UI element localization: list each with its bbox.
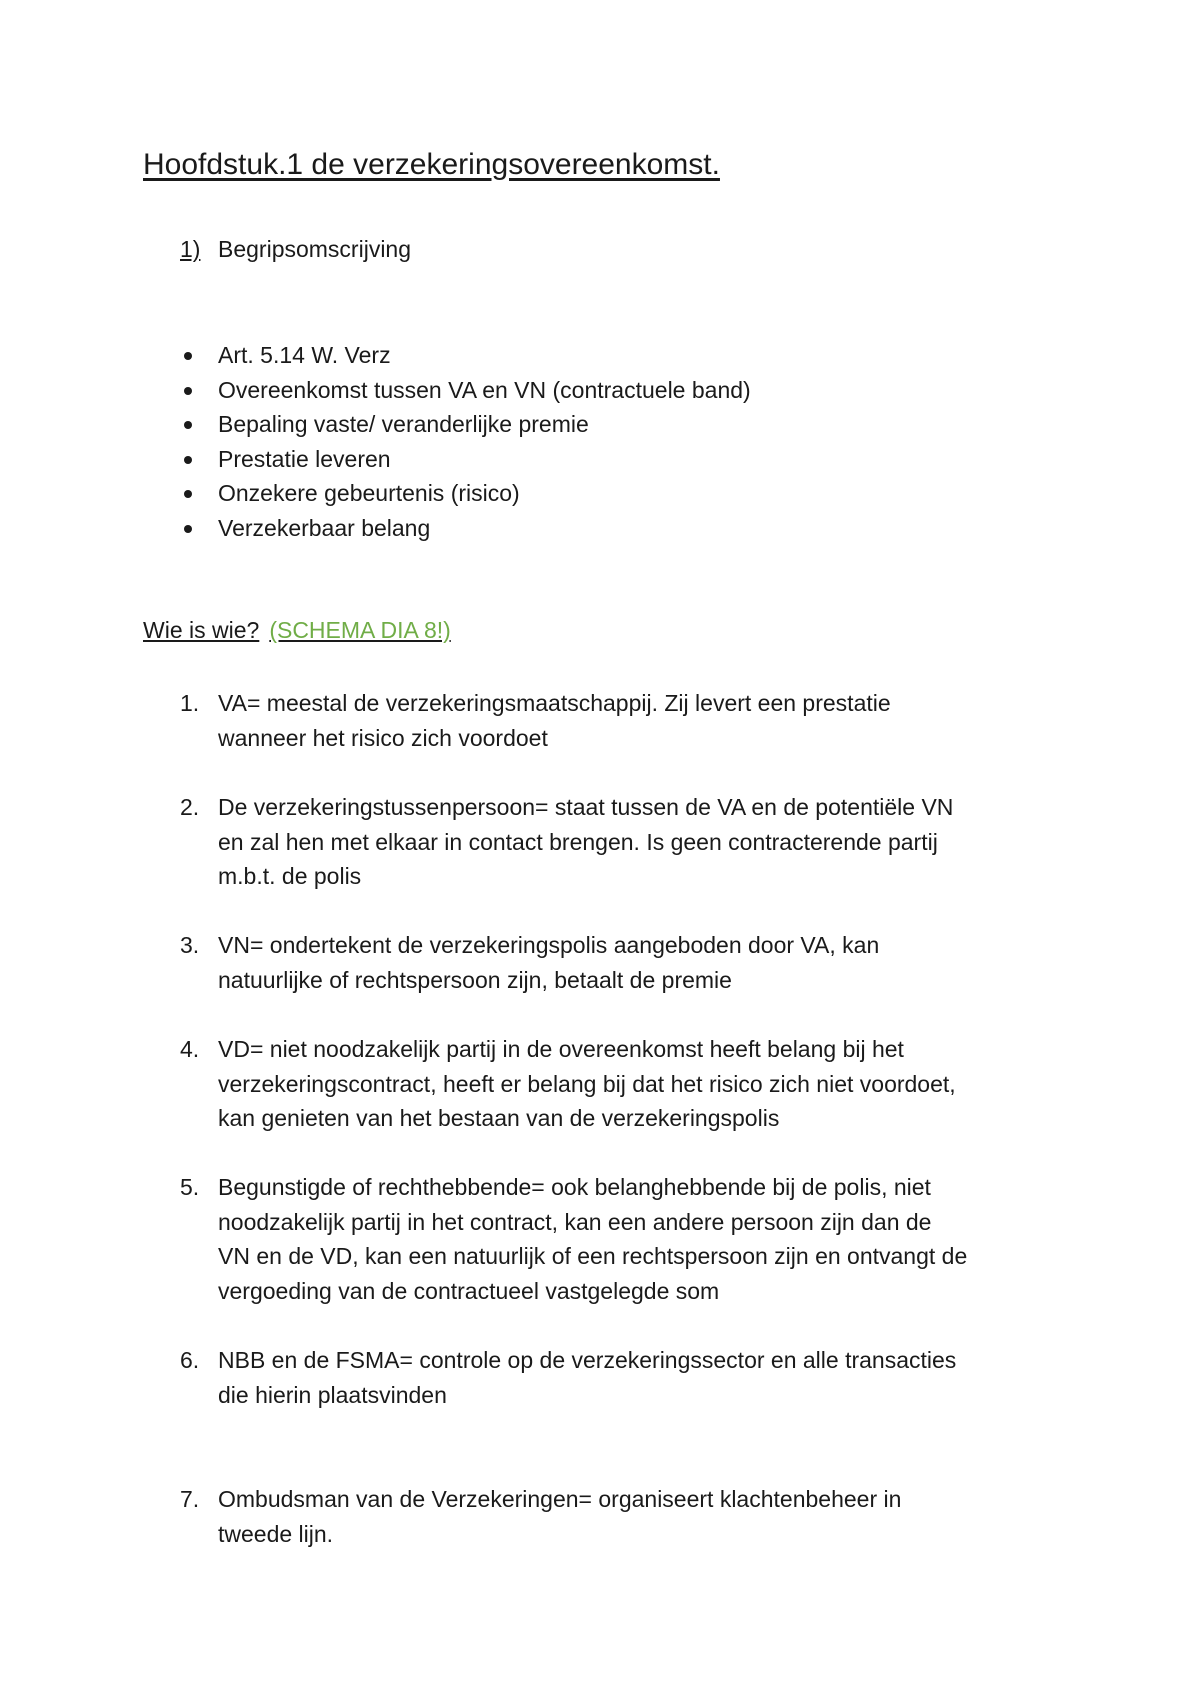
numbered-item-6 <box>180 1343 1080 1412</box>
numbered-item-4 <box>180 1032 1080 1136</box>
bullet-icon <box>184 456 192 464</box>
item-number: 7. <box>180 1486 200 1512</box>
item-line: VN= ondertekent de verzekeringspolis aangeboden door VA, kan <box>218 932 880 958</box>
item-line: NBB en de FSMA= controle op de verzekeringssector en alle transacties <box>218 1347 957 1373</box>
item-line: natuurlijke of rechtspersoon zijn, betaalt de premie <box>218 966 732 993</box>
item-number: 4. <box>180 1036 200 1062</box>
section-heading <box>180 236 411 263</box>
wie-is-wie-heading <box>143 617 451 644</box>
list-item: Prestatie leveren <box>180 442 751 477</box>
bullet-icon <box>184 387 192 395</box>
item-line: VD= niet noodzakelijk partij in de overeenkomst heeft belang bij het <box>218 1036 904 1062</box>
list-item: Bepaling vaste/ veranderlijke premie <box>180 407 751 442</box>
section-label: Begripsomscrijving <box>218 236 412 262</box>
item-line: VA= meestal de verzekeringsmaatschappij. Zij levert een prestatie <box>218 690 891 716</box>
item-line: en zal hen met elkaar in contact brengen. Is geen contracterende partij <box>218 828 938 855</box>
bullet-icon <box>184 352 192 360</box>
item-line: VN en de VD, kan een natuurlijk of een rechtspersoon zijn en ontvangt de <box>218 1243 968 1270</box>
item-line: verzekeringscontract, heeft er belang bij dat het risico zich niet voordoet, <box>218 1070 956 1097</box>
bullet-icon <box>184 525 192 533</box>
item-line: Ombudsman van de Verzekeringen= organiseert klachtenbeheer in <box>218 1486 902 1512</box>
wie-label: Wie is wie? <box>143 617 260 643</box>
item-number: 3. <box>180 932 200 958</box>
item-line: m.b.t. de polis <box>218 863 362 890</box>
item-number: 6. <box>180 1347 200 1373</box>
numbered-item-3 <box>180 928 1080 997</box>
schema-note: (SCHEMA DIA 8!) <box>269 617 451 643</box>
item-line: De verzekeringstussenpersoon= staat tussen de VA en de potentiële VN <box>218 794 954 820</box>
bullet-list <box>180 338 751 546</box>
item-number: 1. <box>180 690 200 716</box>
numbered-item-7 <box>180 1482 1080 1551</box>
page-title: Hoofdstuk.1 de verzekeringsovereenkomst. <box>143 148 720 181</box>
item-line: noodzakelijk partij in het contract, kan een andere persoon zijn dan de <box>218 1208 932 1235</box>
bullet-icon <box>184 421 192 429</box>
list-item: Verzekerbaar belang <box>180 511 751 546</box>
list-item: Art. 5.14 W. Verz <box>180 338 751 373</box>
item-line: tweede lijn. <box>218 1520 334 1547</box>
numbered-item-1 <box>180 686 1080 755</box>
list-item: Overeenkomst tussen VA en VN (contractuele band) <box>180 373 751 408</box>
item-line: vergoeding van de contractueel vastgelegde som <box>218 1277 720 1304</box>
numbered-item-5 <box>180 1170 1080 1308</box>
item-line: wanneer het risico zich voordoet <box>218 724 548 751</box>
bullet-icon <box>184 490 192 498</box>
item-number: 2. <box>180 794 200 820</box>
item-line: die hierin plaatsvinden <box>218 1381 447 1408</box>
item-line: Begunstigde of rechthebbende= ook belanghebbende bij de polis, niet <box>218 1174 931 1200</box>
item-line: kan genieten van het bestaan van de verzekeringspolis <box>218 1105 780 1132</box>
list-item: Onzekere gebeurtenis (risico) <box>180 476 751 511</box>
item-number: 5. <box>180 1174 200 1200</box>
section-number: 1) <box>180 236 201 262</box>
numbered-item-2 <box>180 790 1080 894</box>
